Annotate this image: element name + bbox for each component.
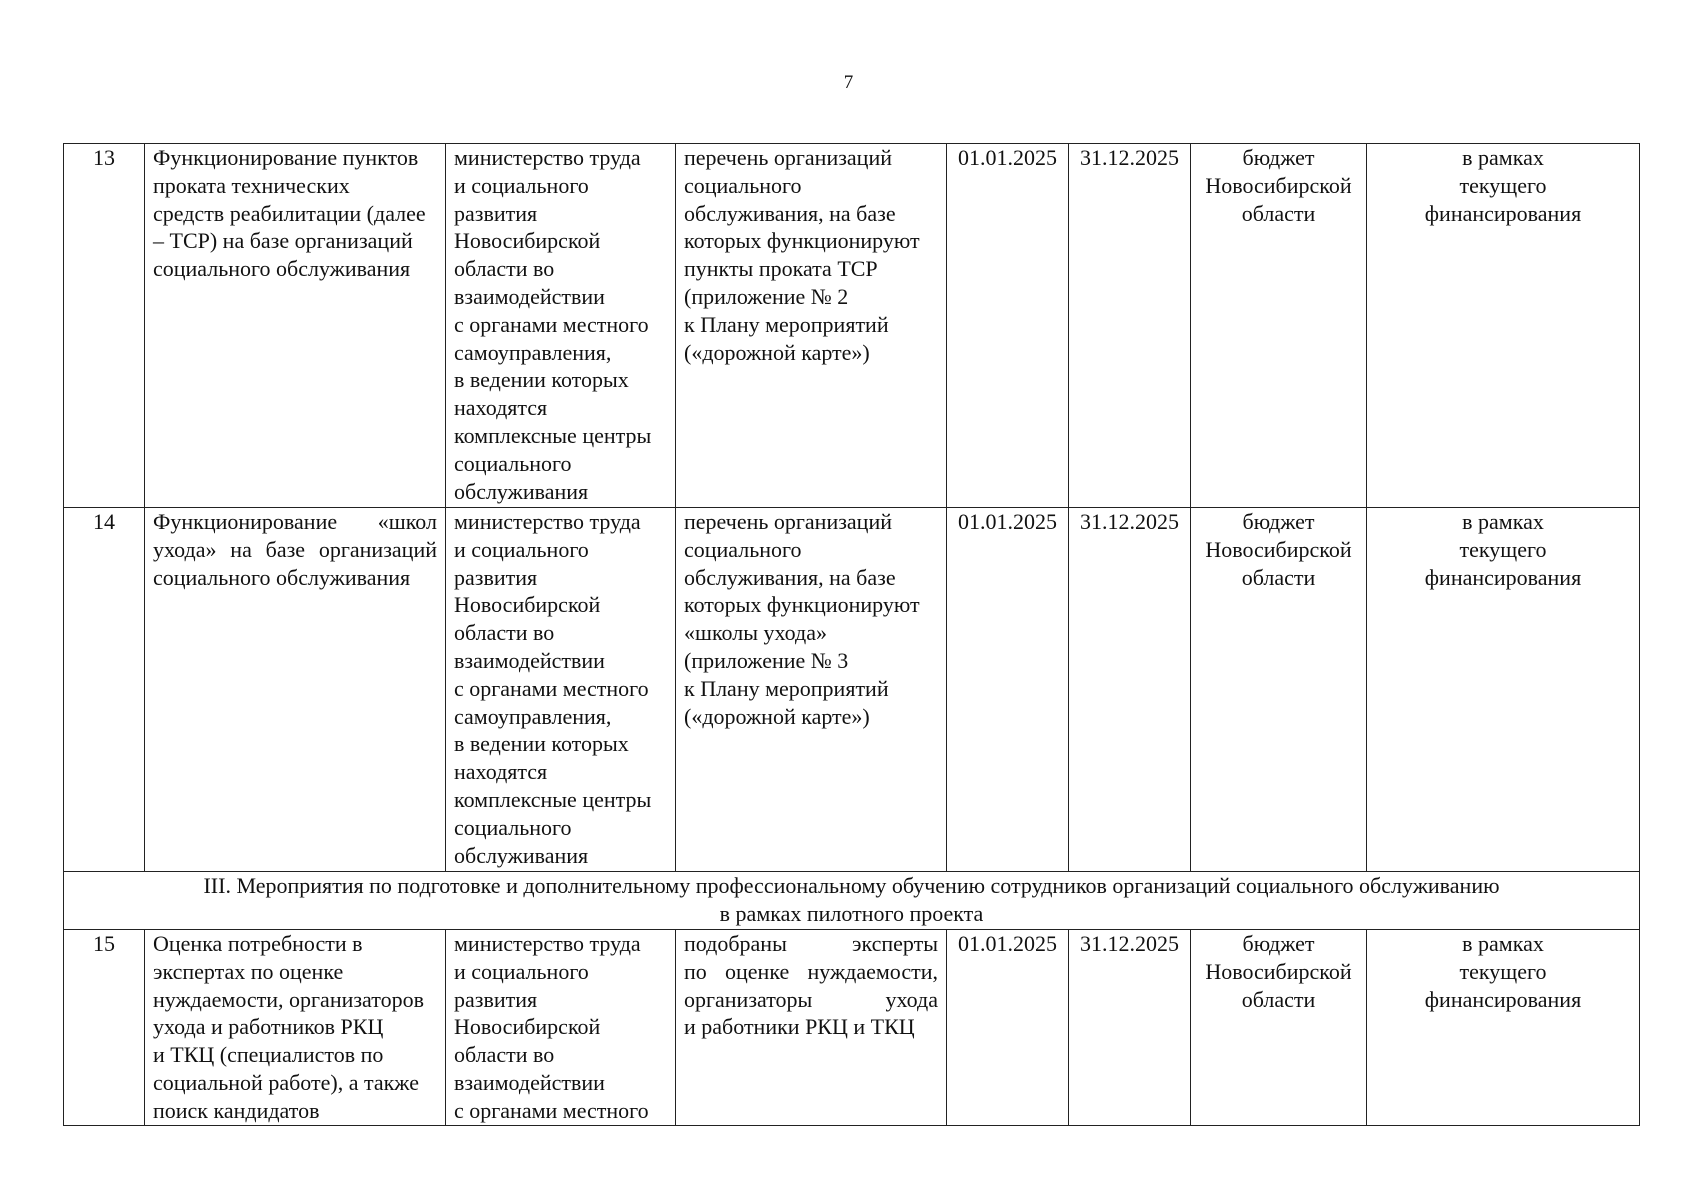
responsible-cell	[446, 144, 676, 508]
text-line: и социального	[454, 958, 589, 984]
activity-cell	[145, 930, 446, 1126]
text-line: социального	[454, 450, 572, 476]
text-line: области во	[454, 256, 555, 282]
funding-amount-cell	[1367, 930, 1640, 1126]
text-line: («дорожной карте»)	[684, 703, 870, 729]
text-line: с органами местного	[454, 1097, 649, 1123]
text-line: с органами местного	[454, 311, 649, 337]
responsible-cell	[446, 508, 676, 872]
text-line: министерство труда	[454, 145, 641, 170]
text-line: обслуживания, на базе	[684, 200, 896, 226]
result-cell	[676, 930, 947, 1126]
text-line: бюджет	[1242, 931, 1315, 956]
text-line: и социального	[454, 536, 589, 562]
funding-amount-cell	[1367, 144, 1640, 508]
responsible-cell	[446, 930, 676, 1126]
text-line: текущего	[1459, 536, 1547, 562]
text-line: Новосибирской	[1205, 958, 1352, 984]
text-line: бюджет	[1242, 509, 1315, 534]
text-line: и социального	[454, 172, 589, 198]
text-line: области	[1241, 200, 1316, 226]
text-line: взаимодействии	[454, 647, 605, 673]
text-line: по оценке нуждаемости,	[684, 958, 938, 984]
text-line: обслуживания	[454, 842, 589, 868]
text-line: которых функционируют	[684, 592, 920, 618]
section-title-line: III. Мероприятия по подготовке и дополнительному профессиональному обучению сотрудников организаций социального обслуживанию	[203, 873, 1500, 898]
text-line: экспертах по оценке	[153, 958, 344, 984]
table-row	[64, 144, 1640, 508]
text-line: обслуживания	[454, 478, 589, 504]
text-line: социального обслуживания	[153, 256, 411, 282]
text-line: самоуправления,	[454, 703, 612, 729]
text-line: социального обслуживания	[153, 564, 411, 590]
text-line: средств реабилитации (далее	[153, 200, 426, 226]
text-line: поиск кандидатов	[153, 1097, 320, 1123]
text-line: самоуправления,	[454, 339, 612, 365]
text-line: нуждаемости, организаторов	[153, 986, 424, 1012]
text-line: социального	[684, 172, 802, 198]
roadmap-table	[63, 143, 1640, 1126]
end-date: 31.12.2025	[1069, 144, 1191, 508]
text-line: социальной работе), а также	[153, 1069, 419, 1095]
page-number: 7	[843, 72, 854, 93]
end-date: 31.12.2025	[1069, 508, 1191, 872]
text-line: подобраны эксперты	[684, 931, 938, 956]
text-line: (приложение № 3	[684, 647, 849, 673]
text-line: в ведении которых	[454, 367, 629, 393]
text-line: области во	[454, 1042, 555, 1068]
text-line: развития	[454, 986, 538, 1012]
text-line: текущего	[1459, 958, 1547, 984]
start-date: 01.01.2025	[947, 930, 1069, 1126]
text-line: находятся	[454, 759, 548, 785]
funding-source-cell	[1191, 144, 1367, 508]
activity-cell	[145, 508, 446, 872]
start-date: 01.01.2025	[947, 508, 1069, 872]
text-line: социального	[454, 814, 572, 840]
text-line: пункты проката ТСР	[684, 256, 878, 282]
text-line: Функционирование пунктов	[153, 145, 419, 170]
funding-source-cell	[1191, 508, 1367, 872]
result-cell	[676, 144, 947, 508]
text-line: Оценка потребности в	[153, 931, 363, 956]
text-line: Новосибирской	[454, 228, 601, 254]
section-title-line: в рамках пилотного проекта	[719, 900, 984, 926]
text-line: «школы ухода»	[684, 620, 827, 646]
text-line: области	[1241, 986, 1316, 1012]
text-line: министерство труда	[454, 931, 641, 956]
text-line: развития	[454, 200, 538, 226]
text-line: финансирования	[1424, 564, 1582, 590]
text-line: – ТСР) на базе организаций	[153, 228, 413, 254]
text-line: (приложение № 2	[684, 283, 849, 309]
start-date: 01.01.2025	[947, 144, 1069, 508]
text-line: в рамках	[1462, 509, 1544, 534]
row-number: 14	[64, 508, 145, 872]
text-line: и ТКЦ (специалистов по	[153, 1042, 384, 1068]
row-number: 13	[64, 144, 145, 508]
text-line: комплексные центры	[454, 422, 652, 448]
text-line: министерство труда	[454, 509, 641, 534]
text-line: перечень организаций	[684, 145, 893, 170]
text-line: ухода» на базе организаций	[153, 536, 437, 562]
result-cell	[676, 508, 947, 872]
text-line: ухода и работников РКЦ	[153, 1014, 384, 1040]
text-line: текущего	[1459, 172, 1547, 198]
text-line: области	[1241, 564, 1316, 590]
text-line: финансирования	[1424, 986, 1582, 1012]
text-line: социального	[684, 536, 802, 562]
text-line: проката технических	[153, 172, 350, 198]
section-heading	[64, 872, 1640, 930]
text-line: в рамках	[1462, 931, 1544, 956]
activity-cell	[145, 144, 446, 508]
text-line: финансирования	[1424, 200, 1582, 226]
text-line: организаторы ухода	[684, 986, 938, 1012]
text-line: («дорожной карте»)	[684, 339, 870, 365]
text-line: взаимодействии	[454, 283, 605, 309]
text-line: взаимодействии	[454, 1069, 605, 1095]
row-number: 15	[64, 930, 145, 1126]
section-header-row	[64, 872, 1640, 930]
text-line: Новосибирской	[1205, 536, 1352, 562]
funding-amount-cell	[1367, 508, 1640, 872]
text-line: развития	[454, 564, 538, 590]
text-line: которых функционируют	[684, 228, 920, 254]
text-line: Функционирование «школ	[153, 509, 437, 534]
text-line: Новосибирской	[454, 1014, 601, 1040]
text-line: области во	[454, 620, 555, 646]
text-line: находятся	[454, 395, 548, 421]
text-line: в рамках	[1462, 145, 1544, 170]
text-line: Новосибирской	[1205, 172, 1352, 198]
text-line: Новосибирской	[454, 592, 601, 618]
text-line: и работники РКЦ и ТКЦ	[684, 1014, 915, 1040]
text-line: перечень организаций	[684, 509, 893, 534]
table-row	[64, 508, 1640, 872]
text-line: к Плану мероприятий	[684, 675, 889, 701]
text-line: в ведении которых	[454, 731, 629, 757]
text-line: обслуживания, на базе	[684, 564, 896, 590]
funding-source-cell	[1191, 930, 1367, 1126]
text-line: бюджет	[1242, 145, 1315, 170]
text-line: комплексные центры	[454, 786, 652, 812]
table-row	[64, 930, 1640, 1126]
end-date: 31.12.2025	[1069, 930, 1191, 1126]
text-line: к Плану мероприятий	[684, 311, 889, 337]
text-line: с органами местного	[454, 675, 649, 701]
